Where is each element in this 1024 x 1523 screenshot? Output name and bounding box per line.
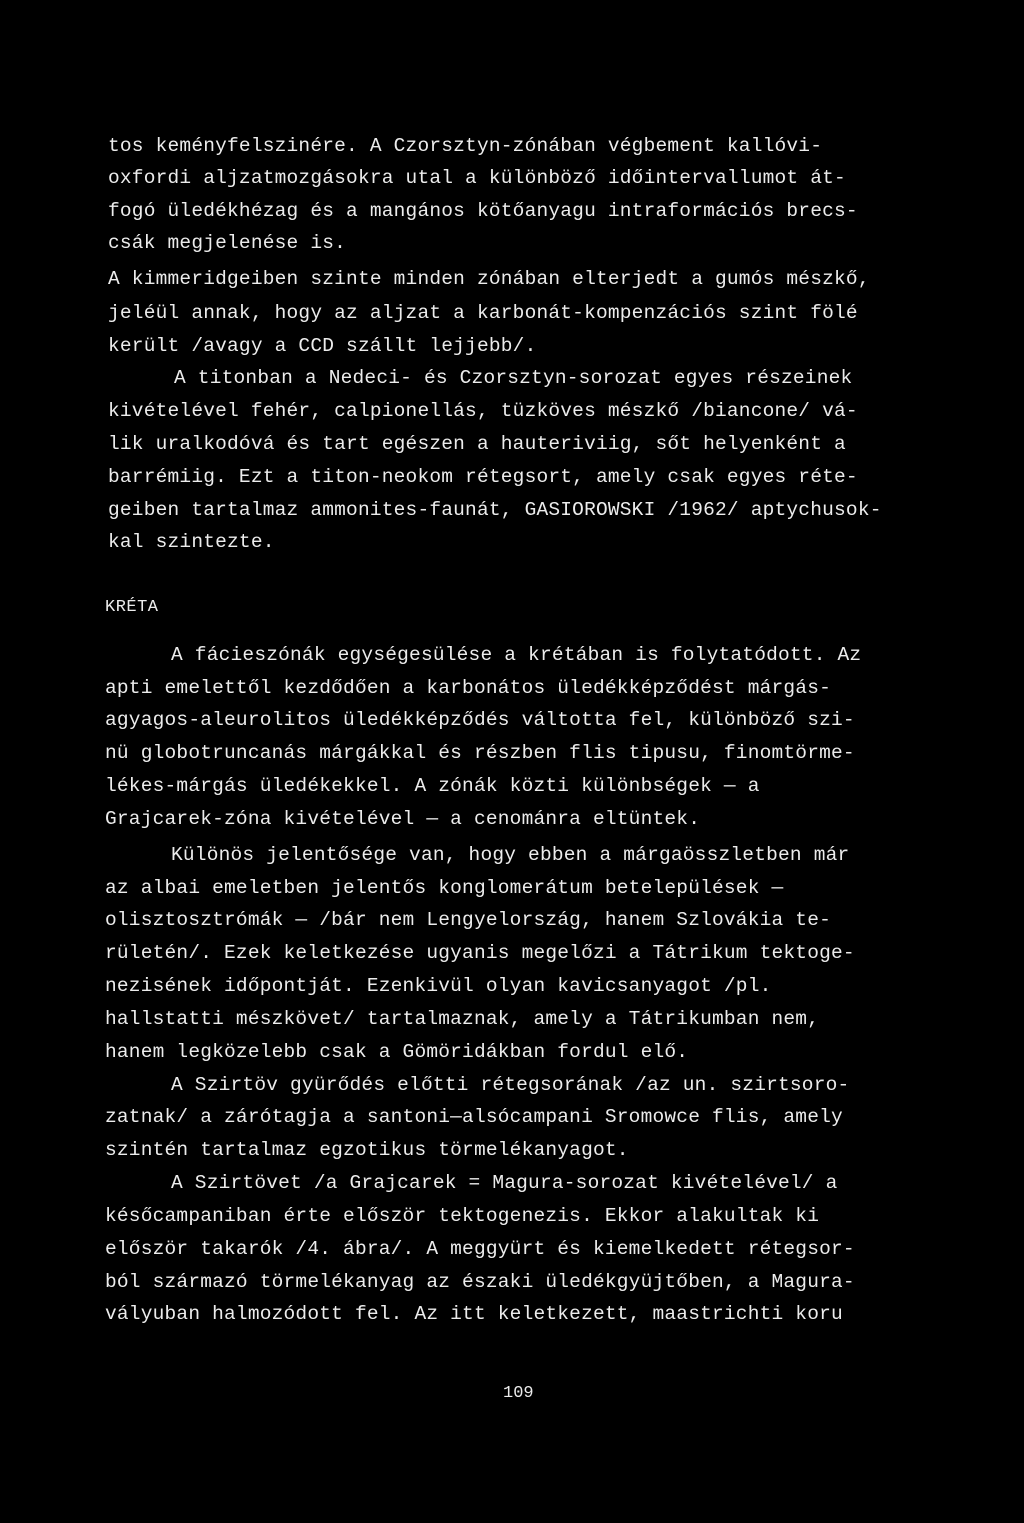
text-line: későcampaniban érte először tektogenezis. Ekkor alakultak ki xyxy=(105,1205,820,1227)
text-line: csák megjelenése is. xyxy=(108,232,347,254)
text-line: Különös jelentősége van, hogy ebben a márgaösszletben már xyxy=(171,844,850,866)
text-line: kivételével fehér, calpionellás, tüzköves mészkő /biancone/ vá- xyxy=(108,400,858,422)
text-line: szintén tartalmaz egzotikus törmelékanyagot. xyxy=(105,1139,629,1161)
text-line: került /avagy a CCD szállt lejjebb/. xyxy=(108,335,537,357)
text-line: hallstatti mészkövet/ tartalmaznak, amely a Tátrikumban nem, xyxy=(105,1008,820,1030)
text-line: hanem legközelebb csak a Gömöridákban fordul elő. xyxy=(105,1041,689,1063)
text-line: az albai emeletben jelentős konglomerátum betelepülések — xyxy=(105,877,784,899)
text-line: nü globotruncanás márgákkal és részben flis tipusu, finomtörme- xyxy=(105,742,855,764)
text-line: A Szirtöv gyürődés előtti rétegsorának /az un. szirtsoro- xyxy=(171,1074,850,1096)
text-line: jeléül annak, hogy az aljzat a karbonát-kompenzációs szint fölé xyxy=(108,302,858,324)
section-heading: KRÉTA xyxy=(105,598,159,617)
text-line: tos keményfelszinére. A Czorsztyn-zónában végbement kallóvi- xyxy=(108,135,823,157)
text-line: ból származó törmelékanyag az északi üledékgyüjtőben, a Magura- xyxy=(105,1271,855,1293)
text-line: agyagos-aleurolitos üledékképződés váltotta fel, különböző szi- xyxy=(105,709,855,731)
text-line: lékes-márgás üledékekkel. A zónák közti különbségek — a xyxy=(105,775,760,797)
text-line: rületén/. Ezek keletkezése ugyanis megelőzi a Tátrikum tektoge- xyxy=(105,942,855,964)
text-line: fogó üledékhézag és a mangános kötőanyagu intraformációs brecs- xyxy=(108,200,858,222)
text-line: Grajcarek-zóna kivételével — a cenománra eltüntek. xyxy=(105,808,701,830)
text-line: először takarók /4. ábra/. A meggyürt és kiemelkedett rétegsor- xyxy=(105,1238,855,1260)
text-line: A kimmeridgeiben szinte minden zónában elterjedt a gumós mészkő, xyxy=(108,268,870,290)
text-line: A titonban a Nedeci- és Czorsztyn-sorozat egyes részeinek xyxy=(174,367,853,389)
text-line: zatnak/ a zárótagja a santoni—alsócampani Sromowce flis, amely xyxy=(105,1106,843,1128)
text-line: olisztosztrómák — /bár nem Lengyelország, hanem Szlovákia te- xyxy=(105,909,832,931)
text-line: A fácieszónák egységesülése a krétában is folytatódott. Az xyxy=(171,644,862,666)
text-line: geiben tartalmaz ammonites-faunát, GASIOROWSKI /1962/ aptychusok- xyxy=(108,499,882,521)
text-line: A Szirtövet /a Grajcarek = Magura-sorozat kivételével/ a xyxy=(171,1172,838,1194)
text-line: oxfordi aljzatmozgásokra utal a különböző időintervallumot át- xyxy=(108,167,846,189)
text-line: nezisének időpontját. Ezenkivül olyan kavicsanyagot /pl. xyxy=(105,975,772,997)
text-line: vályuban halmozódott fel. Az itt keletkezett, maastrichti koru xyxy=(105,1303,843,1325)
text-line: apti emelettől kezdődően a karbonátos üledékképződést márgás- xyxy=(105,677,832,699)
text-line: barrémiig. Ezt a titon-neokom rétegsort, amely csak egyes réte- xyxy=(108,466,858,488)
text-line: kal szintezte. xyxy=(108,531,275,553)
page-number: 109 xyxy=(503,1384,534,1403)
text-line: lik uralkodóvá és tart egészen a hauteriviig, sőt helyenként a xyxy=(108,433,846,455)
